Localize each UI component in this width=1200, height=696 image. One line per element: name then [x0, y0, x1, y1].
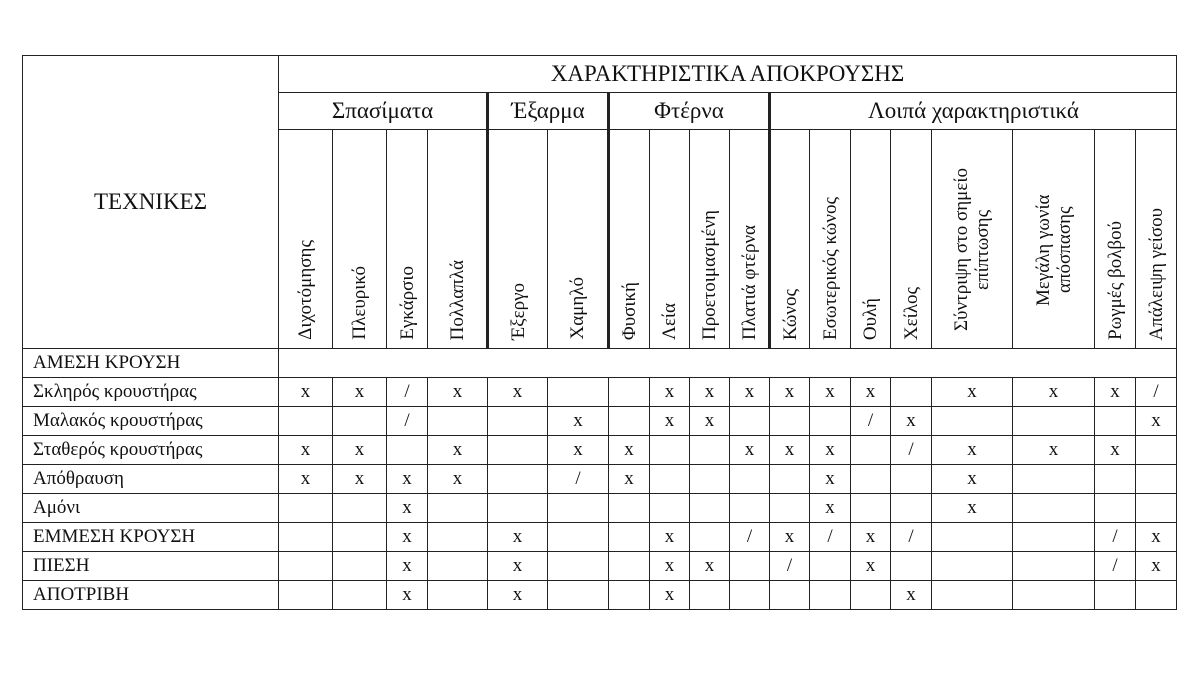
table-cell	[810, 581, 851, 610]
table-cell: x	[488, 378, 548, 407]
table-cell	[730, 581, 770, 610]
row-label: ΠΙΕΣΗ	[23, 552, 279, 581]
table-cell	[609, 494, 650, 523]
table-cell	[891, 552, 932, 581]
table-cell	[1013, 494, 1095, 523]
table-cell: x	[932, 465, 1013, 494]
table-cell	[1095, 581, 1136, 610]
table-cell	[548, 494, 609, 523]
table-cell: x	[333, 378, 387, 407]
table-cell: x	[1136, 523, 1177, 552]
table-cell: x	[650, 581, 690, 610]
column-header	[1013, 130, 1095, 349]
table-cell	[650, 436, 690, 465]
column-header-label: Ουλή	[860, 297, 881, 340]
column-header-label: Πολλαπλά	[446, 259, 468, 340]
table-cell	[851, 436, 891, 465]
row-label: Σταθερός κρουστήρας	[23, 436, 279, 465]
table-cell	[932, 523, 1013, 552]
column-header	[279, 130, 333, 349]
table-cell	[932, 552, 1013, 581]
table-cell: x	[690, 552, 730, 581]
table-cell	[279, 552, 333, 581]
table-cell	[279, 494, 333, 523]
table-cell: x	[428, 378, 488, 407]
table-row	[23, 552, 1177, 581]
table-cell: /	[387, 407, 428, 436]
row-label: ΕΜΜΕΣΗ ΚΡΟΥΣΗ	[23, 523, 279, 552]
column-header-label: Σύντριψη στο σημείο επίπτωσης	[951, 168, 993, 332]
table-cell: x	[488, 581, 548, 610]
table-cell: x	[428, 465, 488, 494]
column-header	[770, 130, 810, 349]
table-cell	[609, 523, 650, 552]
table-cell: x	[428, 436, 488, 465]
table-cell	[609, 407, 650, 436]
row-label: Μαλακός κρουστήρας	[23, 407, 279, 436]
group-header: Έξαρμα	[488, 93, 609, 130]
table-cell: /	[730, 523, 770, 552]
table-cell	[810, 552, 851, 581]
column-header	[488, 130, 548, 349]
row-label: Σκληρός κρουστήρας	[23, 378, 279, 407]
column-header-label: Χαμηλό	[567, 277, 588, 340]
table-cell	[770, 465, 810, 494]
column-header	[609, 130, 650, 349]
table-cell	[851, 494, 891, 523]
table-cell	[1013, 407, 1095, 436]
table-cell	[891, 465, 932, 494]
column-header	[650, 130, 690, 349]
table-cell	[488, 494, 548, 523]
table-cell: x	[548, 436, 609, 465]
table-cell	[488, 436, 548, 465]
table-cell	[932, 407, 1013, 436]
column-header	[851, 130, 891, 349]
table-cell	[428, 407, 488, 436]
table-row	[23, 378, 1177, 407]
table-cell	[609, 552, 650, 581]
table-cell	[428, 523, 488, 552]
table-cell	[1013, 552, 1095, 581]
table-cell: /	[1136, 378, 1177, 407]
table-cell: x	[333, 465, 387, 494]
table-cell: x	[387, 465, 428, 494]
table-cell	[770, 407, 810, 436]
table-cell: x	[548, 407, 609, 436]
table-cell	[1136, 494, 1177, 523]
table-cell: x	[279, 436, 333, 465]
table-title: ΧΑΡΑΚΤΗΡΙΣΤΙΚΑ ΑΠΟΚΡΟΥΣΗΣ	[279, 56, 1177, 93]
column-header-label: Έξεργο	[507, 282, 529, 340]
table-cell	[810, 407, 851, 436]
table-cell	[609, 581, 650, 610]
column-header-label: Προετοιμασμένη	[699, 209, 720, 340]
column-header-label: Εγκάρσιο	[396, 266, 418, 340]
table-cell	[851, 465, 891, 494]
table-cell	[428, 552, 488, 581]
table-cell	[387, 436, 428, 465]
table-cell	[730, 552, 770, 581]
table-row	[23, 581, 1177, 610]
column-header	[428, 130, 488, 349]
group-header: Φτέρνα	[609, 93, 770, 130]
column-header	[333, 130, 387, 349]
table-cell: x	[810, 494, 851, 523]
table-cell: x	[387, 581, 428, 610]
table-cell: x	[730, 378, 770, 407]
table-cell: x	[609, 436, 650, 465]
table-row	[23, 494, 1177, 523]
table-cell	[770, 494, 810, 523]
characteristics-table	[22, 55, 1177, 610]
column-header	[387, 130, 428, 349]
column-header-label: Απάλειψη γείσου	[1145, 207, 1167, 340]
table-cell	[730, 407, 770, 436]
column-header	[690, 130, 730, 349]
table-cell: x	[279, 465, 333, 494]
table-cell: x	[770, 436, 810, 465]
table-cell: x	[810, 436, 851, 465]
table-cell: /	[810, 523, 851, 552]
row-label: Απόθραυση	[23, 465, 279, 494]
column-header-label: Πλευρικό	[349, 266, 370, 340]
table-cell	[690, 523, 730, 552]
table-cell: x	[1013, 378, 1095, 407]
table-cell: x	[851, 378, 891, 407]
table-cell: x	[730, 436, 770, 465]
table-cell	[279, 407, 333, 436]
table-cell: x	[1136, 407, 1177, 436]
table-cell	[333, 581, 387, 610]
table-cell: x	[333, 436, 387, 465]
table-cell	[690, 465, 730, 494]
table-cell: x	[650, 552, 690, 581]
table-cell: x	[891, 581, 932, 610]
table-cell	[548, 523, 609, 552]
table-row	[23, 523, 1177, 552]
table-cell: x	[650, 378, 690, 407]
table-cell: x	[387, 523, 428, 552]
column-header-label: Διχοτόμησης	[295, 240, 316, 340]
section-spacer	[279, 349, 1177, 378]
column-header	[730, 130, 770, 349]
table-row	[23, 349, 1177, 378]
table-cell: x	[488, 523, 548, 552]
group-header: Σπασίματα	[279, 93, 488, 130]
column-header	[891, 130, 932, 349]
table-cell	[428, 581, 488, 610]
table-cell: x	[851, 552, 891, 581]
table-cell	[488, 465, 548, 494]
table-cell	[1013, 465, 1095, 494]
table-cell: x	[690, 407, 730, 436]
table-row	[23, 407, 1177, 436]
table-cell	[730, 465, 770, 494]
table-cell: x	[932, 494, 1013, 523]
table-cell	[690, 494, 730, 523]
table-cell	[333, 494, 387, 523]
column-header-label: Φυσική	[619, 281, 640, 340]
row-label: Αμόνι	[23, 494, 279, 523]
table-cell	[932, 581, 1013, 610]
column-header	[548, 130, 609, 349]
table-cell	[548, 552, 609, 581]
table-cell	[1095, 407, 1136, 436]
table-cell	[770, 581, 810, 610]
table-cell: /	[387, 378, 428, 407]
table-cell: x	[770, 523, 810, 552]
table-cell: x	[810, 465, 851, 494]
table-cell: x	[932, 378, 1013, 407]
table-cell	[1136, 581, 1177, 610]
column-header-label: Ρωγμές βολβού	[1104, 221, 1126, 340]
table-cell: x	[1095, 378, 1136, 407]
table-cell	[548, 581, 609, 610]
table-cell: x	[1136, 552, 1177, 581]
table-cell	[650, 465, 690, 494]
table-cell	[609, 378, 650, 407]
table-cell: x	[488, 552, 548, 581]
table-cell	[279, 523, 333, 552]
column-header-label: Πλατιά φτέρνα	[738, 225, 760, 340]
table-cell	[333, 523, 387, 552]
table-cell: /	[1095, 523, 1136, 552]
table-cell	[333, 407, 387, 436]
table-cell: x	[810, 378, 851, 407]
table-row	[23, 436, 1177, 465]
table-cell	[690, 581, 730, 610]
column-header	[1095, 130, 1136, 349]
table-cell	[690, 436, 730, 465]
table-cell	[279, 581, 333, 610]
table-cell	[891, 378, 932, 407]
table-cell	[851, 581, 891, 610]
table-cell: /	[851, 407, 891, 436]
column-header-label: Χείλος	[900, 286, 922, 340]
table-cell	[548, 378, 609, 407]
table-cell: x	[279, 378, 333, 407]
table-cell	[488, 407, 548, 436]
table-cell: x	[650, 523, 690, 552]
table-cell: x	[609, 465, 650, 494]
row-label: ΑΜΕΣΗ ΚΡΟΥΣΗ	[23, 349, 279, 378]
table-cell: x	[932, 436, 1013, 465]
table-cell	[891, 494, 932, 523]
table-cell	[650, 494, 690, 523]
table-cell: x	[690, 378, 730, 407]
table-cell: /	[548, 465, 609, 494]
table-cell	[1136, 436, 1177, 465]
group-header: Λοιπά χαρακτηριστικά	[770, 93, 1177, 130]
table-cell: /	[770, 552, 810, 581]
column-header	[810, 130, 851, 349]
table-cell: x	[650, 407, 690, 436]
table-cell	[1136, 465, 1177, 494]
column-header-label: Κώνος	[779, 288, 801, 340]
table-cell: x	[1095, 436, 1136, 465]
table-cell	[1095, 494, 1136, 523]
techniques-header: ΤΕΧΝΙΚΕΣ	[23, 56, 279, 349]
table-cell: x	[891, 407, 932, 436]
table-cell: /	[891, 436, 932, 465]
table-cell	[428, 494, 488, 523]
row-label: ΑΠΟΤΡΙΒΗ	[23, 581, 279, 610]
column-header-label: Μεγάλη γωνία απόσπασης	[1032, 194, 1075, 306]
table-cell	[730, 494, 770, 523]
table-cell	[1013, 523, 1095, 552]
table-row	[23, 465, 1177, 494]
table-cell: x	[387, 552, 428, 581]
table-cell	[1095, 465, 1136, 494]
table-cell: /	[1095, 552, 1136, 581]
column-header-label: Λεία	[659, 303, 680, 340]
column-header	[1136, 130, 1177, 349]
table-cell: x	[1013, 436, 1095, 465]
column-header-label: Εσωτερικός κώνος	[819, 196, 841, 340]
table-cell	[1013, 581, 1095, 610]
column-header	[932, 130, 1013, 349]
table-cell: /	[891, 523, 932, 552]
table-cell: x	[770, 378, 810, 407]
table-cell	[333, 552, 387, 581]
table-cell: x	[851, 523, 891, 552]
table-cell: x	[387, 494, 428, 523]
